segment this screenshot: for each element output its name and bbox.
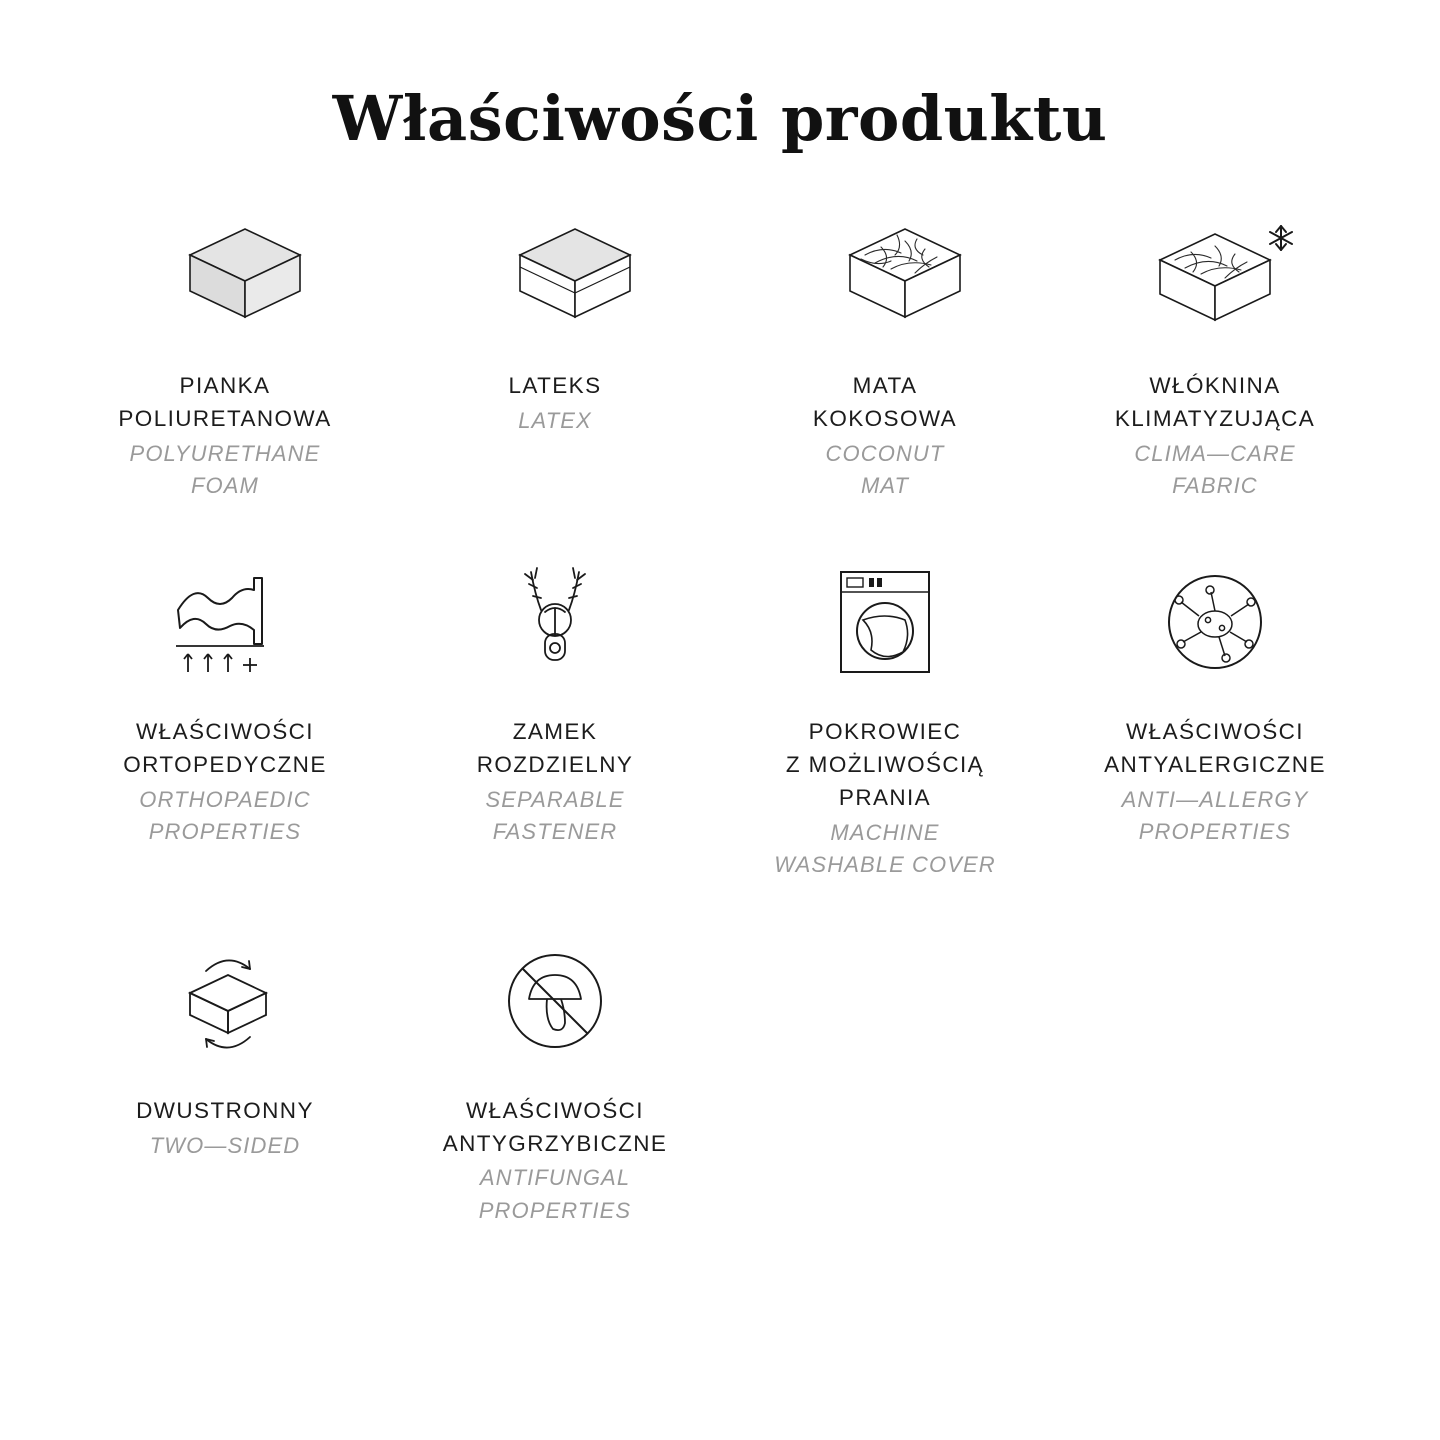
- feature-item-latex: [390, 212, 720, 502]
- feature-item-polyurethane-foam: [60, 212, 390, 502]
- orthopaedic-spine-icon: [150, 558, 300, 688]
- feature-item-coconut-mat: [720, 212, 1050, 502]
- grid-spacer: [1050, 881, 1380, 937]
- feature-label-en: POLYURETHANE FOAM: [129, 440, 321, 498]
- latex-block-icon: [475, 212, 635, 342]
- feature-label-en: ANTIFUNGAL PROPERTIES: [478, 1165, 632, 1223]
- foam-block-icon: [145, 212, 305, 342]
- feature-label-pl: WŁAŚCIWOŚCI ANTYALERGICZNE: [1104, 719, 1326, 777]
- feature-label-pl: WŁÓKNINA KLIMATYZUJĄCA: [1114, 373, 1316, 431]
- feature-item-anti-allergy-properties: [1050, 558, 1380, 881]
- feature-label-pl: PIANKA POLIURETANOWA: [118, 373, 332, 431]
- grid-spacer: [1050, 937, 1380, 1227]
- feature-label-pl: WŁAŚCIWOŚCI ANTYGRZYBICZNE: [442, 1097, 668, 1156]
- feature-item-machine-washable-cover: [720, 558, 1050, 881]
- feature-label-en: MACHINE WASHABLE COVER: [774, 819, 996, 877]
- antifungal-crossed-mushroom-icon: [485, 937, 625, 1067]
- feature-label-en: ORTHOPAEDIC PROPERTIES: [139, 786, 311, 844]
- page-title: Właściwości produktu: [332, 82, 1108, 155]
- feature-label-en: CLIMA—CARE FABRIC: [1134, 440, 1296, 498]
- clima-care-fabric-snowflake-icon: [1125, 212, 1305, 342]
- feature-label-en: SEPARABLE FASTENER: [485, 786, 625, 844]
- grid-spacer: [390, 502, 720, 558]
- grid-spacer: [60, 881, 390, 937]
- feature-item-separable-fastener: [390, 558, 720, 881]
- grid-spacer: [1050, 502, 1380, 558]
- separable-zipper-icon: [485, 558, 625, 688]
- grid-spacer: [720, 881, 1050, 937]
- feature-label-pl: LATEKS: [508, 373, 602, 398]
- features-grid: [0, 212, 1440, 1227]
- feature-item-clima-care-fabric: [1050, 212, 1380, 502]
- feature-label-pl: WŁAŚCIWOŚCI ORTOPEDYCZNE: [123, 719, 327, 777]
- grid-spacer: [720, 937, 1050, 1227]
- coconut-mat-block-icon: [805, 212, 965, 342]
- feature-label-pl: MATA KOKOSOWA: [812, 373, 958, 431]
- feature-item-orthopaedic-properties: [60, 558, 390, 881]
- anti-allergy-mite-icon: [1145, 558, 1285, 688]
- feature-label-en: COCONUT MAT: [825, 440, 945, 498]
- feature-label-pl: ZAMEK ROZDZIELNY: [476, 719, 634, 777]
- feature-label-en: TWO—SIDED: [149, 1132, 301, 1158]
- grid-spacer: [60, 502, 390, 558]
- washing-machine-icon: [815, 558, 955, 688]
- grid-spacer: [720, 502, 1050, 558]
- two-sided-rotating-block-icon: [150, 937, 300, 1067]
- feature-label-en: LATEX: [518, 407, 592, 433]
- feature-item-antifungal-properties: [390, 937, 720, 1227]
- feature-label-en: ANTI—ALLERGY PROPERTIES: [1121, 786, 1309, 844]
- feature-label-pl: DWUSTRONNY: [136, 1097, 314, 1123]
- feature-item-two-sided: [60, 937, 390, 1227]
- grid-spacer: [390, 881, 720, 937]
- feature-label-pl: POKROWIEC Z MOŻLIWOŚCIĄ PRANIA: [785, 719, 985, 810]
